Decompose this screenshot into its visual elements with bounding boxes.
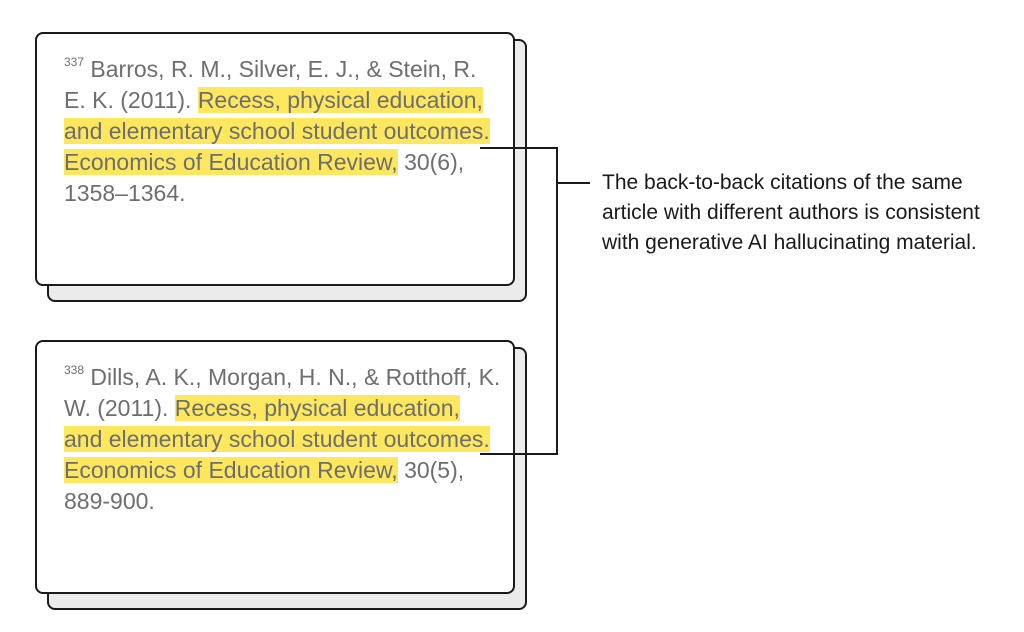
citation-volume-pages: 30(5), 889-900. (64, 457, 465, 514)
citation-volume-pages: 30(6), 1358–1364. (64, 149, 465, 206)
annotation-text: The back-to-back citations of the same article with different authors is consistent with generative AI hallucinating material. (602, 171, 980, 254)
citation-text (64, 54, 504, 209)
highlighted-title: Recess, physical education, and elementary school student outcomes. Economics of Education Review, (64, 395, 490, 483)
citation-authors-year: Dills, A. K., Morgan, H. N., & Rotthoff, K. W. (2011). (64, 364, 501, 421)
highlighted-title: Recess, physical education, and elementary school student outcomes. Economics of Education Review, (64, 87, 490, 175)
citation-card (35, 32, 515, 286)
citation-number: 337 (64, 55, 85, 69)
citation-number: 338 (64, 363, 85, 377)
citation-card-337 (35, 32, 525, 300)
citation-text (64, 362, 504, 517)
citation-card (35, 340, 515, 594)
citation-authors-year: Barros, R. M., Silver, E. J., & Stein, R. E. K. (2011). (64, 56, 477, 113)
citation-card-338 (35, 340, 525, 608)
